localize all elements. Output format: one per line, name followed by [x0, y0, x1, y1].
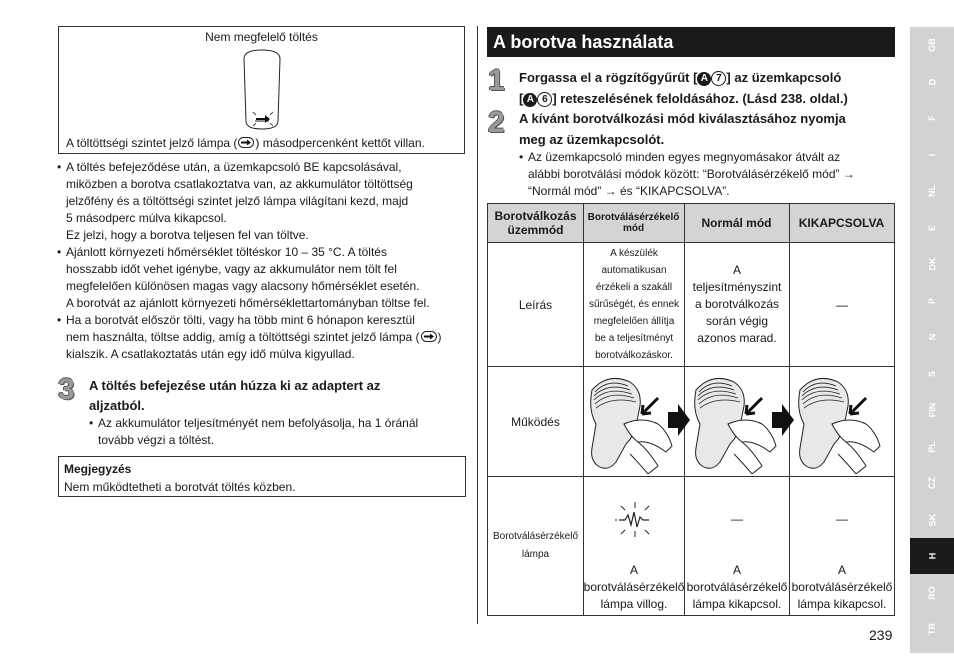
bullet-line: • Ha a borotvát először tölti, vagy ha több mint 6 hónapon keresztül	[66, 313, 415, 327]
cell-normal-description: A teljesítményszint a borotválkozás során végig azonos marad.	[692, 263, 782, 345]
step-2-sub-line: Az üzemkapcsoló minden egyes megnyomásakor átvált az	[528, 150, 841, 164]
note-title: Megjegyzés	[64, 462, 132, 476]
bullet-line: kialszik. A csatlakoztatás után egy idő múlva kigyullad.	[66, 347, 355, 361]
charge-caption-part1: A töltöttségi szintet jelző lámpa (	[66, 136, 238, 150]
header-mode: Borotválkozás üzemmód	[488, 204, 583, 243]
step-2-sub	[519, 149, 904, 200]
bullet-line: hosszabb időt vehet igénybe, vagy az akkumulátor nem tölt fel	[66, 262, 397, 276]
row-label-sensor-lamp: Borotválásérzékelő lámpa	[492, 531, 579, 560]
lang-tab-e[interactable]: E	[926, 224, 937, 231]
bullet-text: nem használta, töltse addig, amíg a töltöttségi szintet jelző lámpa (	[66, 330, 420, 344]
lang-tab-cz[interactable]: CZ	[927, 477, 937, 489]
bullet-line: jelzőfény és a töltöttségi szintet jelző lámpa világítani kezd, majd	[66, 194, 409, 208]
bullet-line: 5 másodperc múlva kikapcsol.	[66, 211, 227, 225]
lang-tab-f[interactable]: F	[927, 115, 937, 121]
step-2-sub-line: “Normál mód” → és “KIKAPCSOLVA”.	[528, 184, 730, 198]
row-label-operation: Működés	[511, 414, 560, 429]
operation-illustrations	[586, 370, 891, 474]
page-number: 239	[869, 627, 893, 643]
charge-lamp-icon	[421, 331, 437, 342]
lang-tab-p[interactable]: P	[926, 297, 937, 304]
blinking-sensor-lamp-icon	[615, 500, 655, 538]
bullet-line: A borotvát az ajánlott környezeti hőmérséklettartományban töltse fel.	[66, 296, 430, 310]
cell-normal-lamp-caption: A borotválásérzékelő lámpa kikapcsol.	[686, 562, 788, 611]
shaving-mode-table	[487, 203, 895, 616]
lang-tab-s[interactable]: S	[926, 370, 937, 377]
bullet-temperature	[57, 244, 469, 312]
cell-sensor-description: A készülék automatikusan érzékeli a szakáll sűrűségét, és ennek megfelelően állítja be a teljesítményt borotválkozáskor.	[588, 248, 680, 361]
lang-tab-n[interactable]: N	[927, 333, 937, 341]
step-3-sub-line: tovább végzi a töltést.	[98, 433, 215, 447]
lang-tab-i[interactable]: I	[926, 153, 937, 156]
bullet-line-with-icon	[66, 329, 469, 346]
bullet-line: • Ajánlott környezeti hőmérséklet töltéskor 10 – 35 °C. A töltés	[66, 245, 387, 259]
step-1-text	[519, 67, 904, 109]
note-box	[58, 456, 466, 497]
callout-a-badge: A	[697, 72, 711, 86]
charge-lamp-caption	[66, 136, 425, 150]
shaver-base-illustration	[241, 49, 283, 131]
bullet-line: • A töltés befejeződése után, a üzemkapcsoló BE kapcsolásával,	[66, 160, 402, 174]
step-3-number: 3	[58, 373, 75, 406]
step-3-line: aljzatból.	[89, 398, 145, 413]
charge-caption-part2: ) másodpercenként kettőt villan.	[255, 136, 425, 150]
incorrect-charging-box	[58, 26, 465, 154]
step-2-number: 2	[488, 106, 505, 139]
step-2-line: meg az üzemkapcsolót.	[519, 132, 665, 147]
column-divider	[477, 26, 478, 624]
incorrect-charging-title: Nem megfelelő töltés	[205, 30, 318, 44]
cell-sensor-lamp-caption: A borotválásérzékelő lámpa villog.	[583, 562, 685, 611]
bullet-charge-complete	[57, 159, 469, 244]
lang-tab-tr[interactable]: TR	[927, 623, 937, 635]
row-label-description: Leírás	[518, 297, 553, 312]
callout-a-badge: A	[523, 93, 537, 107]
lang-tab-nl[interactable]: NL	[927, 185, 937, 197]
off-lamp-dash: —	[836, 512, 848, 526]
bullet-text-end: )	[437, 330, 442, 344]
lang-tab-h[interactable]: H	[910, 538, 954, 574]
lang-tab-fin[interactable]: FIN	[927, 402, 937, 418]
callout-6-badge: 6	[537, 92, 552, 107]
normal-lamp-dash: —	[731, 512, 743, 526]
header-off: KIKAPCSOLVA	[789, 204, 894, 243]
header-normal-mode: Normál mód	[684, 204, 789, 243]
lang-tab-pl[interactable]: PL	[926, 440, 937, 453]
bullet-line: Ez jelzi, hogy a borotva teljesen fel van töltve.	[66, 228, 309, 242]
note-text: Nem működtetheti a borotvát töltés közben.	[64, 480, 296, 494]
bullet-first-charge	[57, 312, 469, 363]
section-title: A borotva használata	[487, 27, 895, 57]
step-3-line: A töltés befejezése után húzza ki az adaptert az	[89, 378, 381, 393]
step-1-line2: [ A 6 ] reteszelésének feloldásához. (Lásd 238. oldal.)	[519, 91, 848, 106]
cell-off-lamp-caption: A borotválásérzékelő lámpa kikapcsol.	[791, 562, 893, 611]
step-3-sub-line: Az akkumulátor teljesítményét nem befolyásolja, ha 1 óránál	[98, 416, 419, 430]
lang-tab-d[interactable]: D	[927, 78, 937, 85]
step-2-sub-line: alábbi borotválási módok között: “Borotválásérzékelő mód” →	[528, 167, 855, 181]
step-3-sub-bullet: • Az akkumulátor teljesítményét nem befolyásolja, ha 1 óránál tovább végzi a töltést.	[89, 415, 469, 449]
language-sidebar	[910, 27, 954, 653]
lang-tab-ro[interactable]: RO	[927, 585, 937, 600]
bullet-line: miközben a borotva csatlakoztatva van, az akkumulátor töltöttség	[66, 177, 413, 191]
cell-off-description: —	[836, 297, 848, 312]
charging-notes-list	[57, 159, 469, 363]
charge-lamp-icon	[238, 137, 254, 148]
step-3-text	[89, 376, 469, 416]
step-3-sub	[89, 415, 469, 449]
step-2-sub-bullet: • Az üzemkapcsoló minden egyes megnyomásakor átvált az alábbi borotválási módok között: “Borotválásérzékelő mód” → “Normál mód” → és “KIKAPCSOLVA”.	[519, 149, 904, 200]
lang-tab-dk[interactable]: DK	[927, 257, 937, 271]
step-2-text	[519, 108, 904, 150]
lang-tab-gb[interactable]: GB	[927, 38, 937, 52]
lang-tab-sk[interactable]: SK	[926, 513, 937, 526]
bullet-line: megfelelően különösen magas vagy alacsony hőmérséklet esetén.	[66, 279, 420, 293]
step-1-number: 1	[488, 64, 505, 97]
callout-7-badge: 7	[711, 71, 726, 86]
step-1-line1: Forgassa el a rögzítőgyűrűt [ A 7 ] az üzemkapcsoló	[519, 70, 842, 85]
step-2-line: A kívánt borotválkozási mód kiválasztásához nyomja	[519, 111, 846, 126]
header-sensor-mode: Borotválásérzékelő mód	[583, 204, 684, 243]
